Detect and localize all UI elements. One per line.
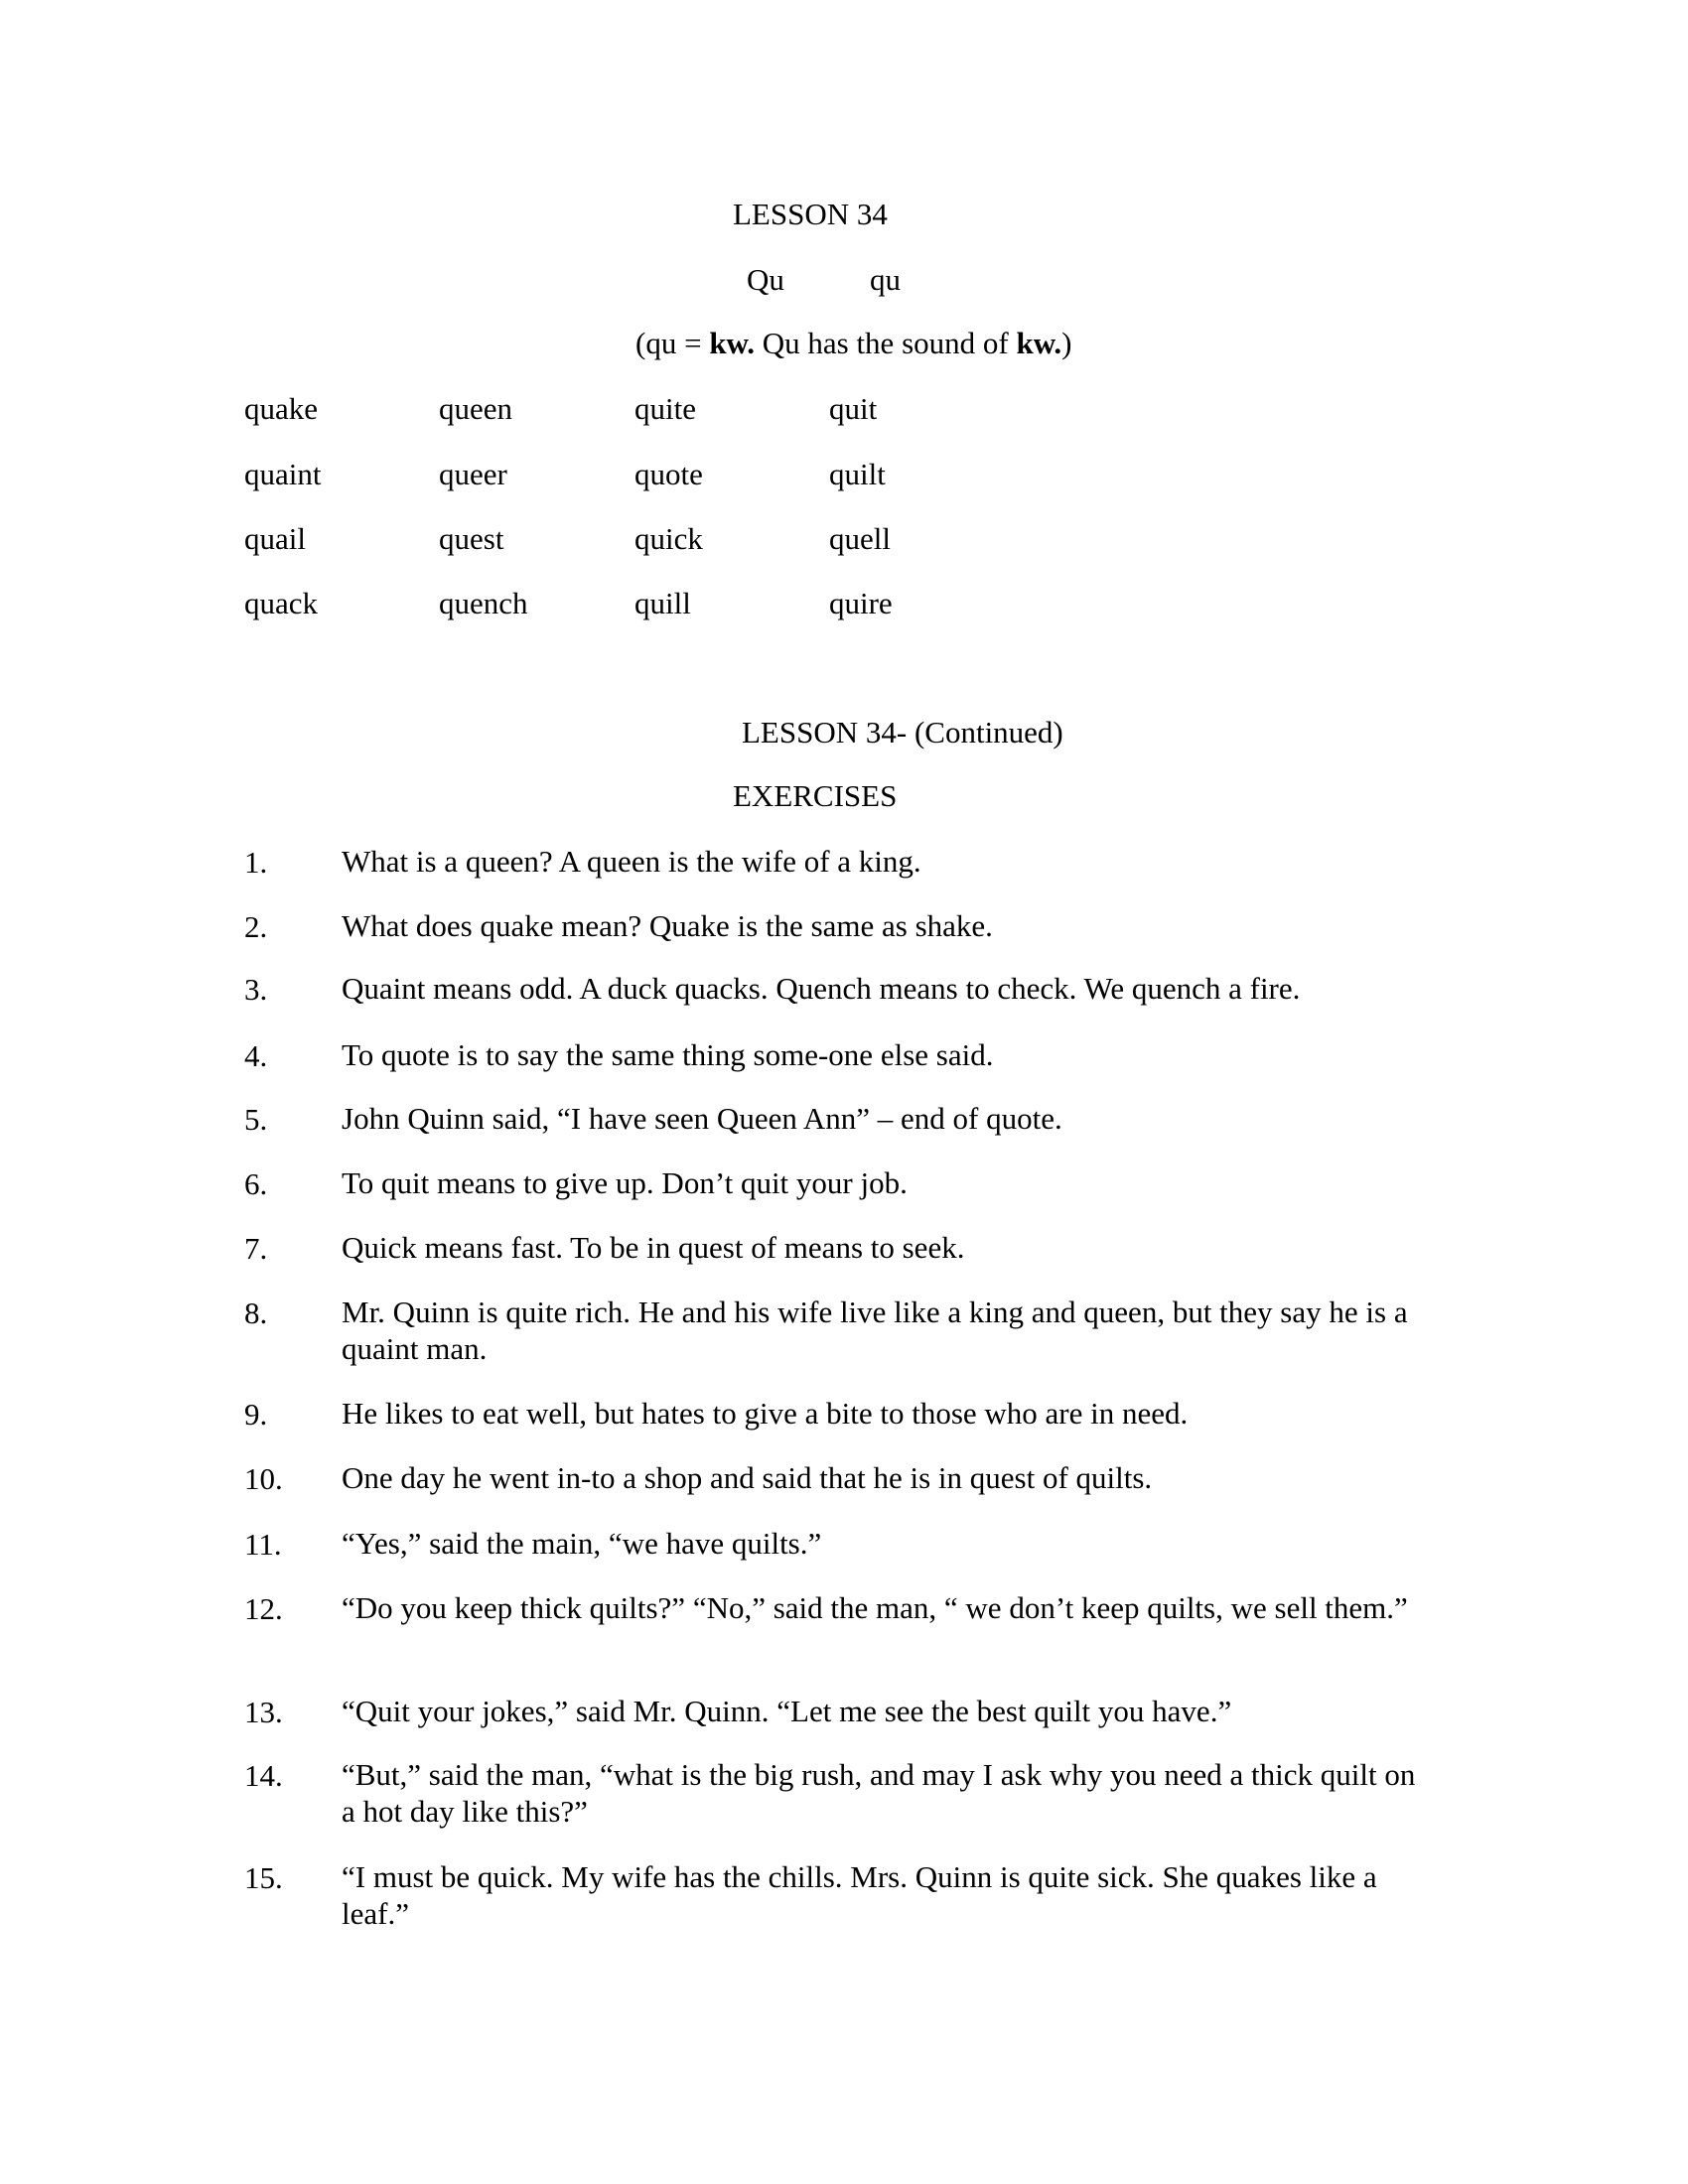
exercise-text: Quick means fast. To be in quest of means to seek. <box>342 1230 965 1265</box>
word: quit <box>829 391 878 426</box>
word: quack <box>244 586 319 620</box>
note-bold: kw. <box>709 326 755 360</box>
word: quell <box>829 521 891 556</box>
word: quill <box>634 586 691 620</box>
exercise-number: 2. <box>244 909 268 944</box>
exercise-text: John Quinn said, “I have seen Queen Ann” – end of quote. <box>342 1101 1062 1136</box>
exercise-number: 5. <box>244 1102 268 1137</box>
word: queen <box>439 391 513 426</box>
exercise-number: 10. <box>244 1461 283 1496</box>
exercise-text: What is a queen? A queen is the wife of a king. <box>342 844 921 879</box>
exercise-number: 11. <box>244 1527 282 1562</box>
word: quite <box>634 391 696 426</box>
letters-lower: qu <box>870 262 901 297</box>
exercise-text: What does quake mean? Quake is the same as shake. <box>342 908 993 943</box>
word: quilt <box>829 457 886 491</box>
note-text: ) <box>1061 326 1072 360</box>
exercise-number: 14. <box>244 1758 283 1793</box>
exercise-text: “Yes,” said the main, “we have quilts.” <box>342 1526 822 1561</box>
exercise-text: To quit means to give up. Don’t quit your job. <box>342 1165 908 1200</box>
continued-title: LESSON 34- (Continued) <box>742 715 1063 750</box>
word: quest <box>439 521 504 556</box>
exercise-number: 12. <box>244 1591 283 1626</box>
note-text: (qu = <box>635 326 710 360</box>
word: quire <box>829 586 893 620</box>
letters-upper: Qu <box>747 262 784 297</box>
exercise-number: 1. <box>244 845 268 880</box>
exercise-text: “Quit your jokes,” said Mr. Quinn. “Let me see the best quilt you have.” <box>342 1694 1232 1728</box>
note-bold: kw. <box>1016 326 1062 360</box>
exercise-number: 3. <box>244 972 268 1007</box>
word: quake <box>244 391 319 426</box>
exercise-text: Quaint means odd. A duck quacks. Quench means to check. We quench a fire. <box>342 971 1301 1006</box>
exercise-number: 13. <box>244 1695 283 1729</box>
word: queer <box>439 457 507 491</box>
exercise-text: He likes to eat well, but hates to give a bite to those who are in need. <box>342 1396 1189 1431</box>
exercises-heading: EXERCISES <box>733 778 898 813</box>
word: quail <box>244 521 306 556</box>
exercise-text: Mr. Quinn is quite rich. He and his wife live like a king and queen, but they say he is a quaint man. <box>342 1295 1408 1366</box>
exercise-text: To quote is to say the same thing some-one else said. <box>342 1037 994 1072</box>
lesson-title: LESSON 34 <box>733 197 888 231</box>
exercise-text: “Do you keep thick quilts?” “No,” said the man, “ we don’t keep quilts, we sell them.” <box>342 1590 1408 1625</box>
sound-note <box>635 328 1071 358</box>
exercise-text: “I must be quick. My wife has the chills. Mrs. Quinn is quite sick. She quakes like a leaf.” <box>342 1859 1377 1931</box>
exercise-number: 9. <box>244 1397 268 1432</box>
exercise-number: 8. <box>244 1296 268 1330</box>
word: quaint <box>244 457 322 491</box>
note-text: Qu has the sound of <box>754 326 1017 360</box>
exercise-number: 6. <box>244 1166 268 1201</box>
exercise-number: 15. <box>244 1860 283 1895</box>
exercise-text: One day he went in-to a shop and said that he is in quest of quilts. <box>342 1460 1153 1495</box>
word: quick <box>634 521 703 556</box>
exercise-number: 7. <box>244 1231 268 1266</box>
word: quote <box>634 457 703 491</box>
exercise-number: 4. <box>244 1038 268 1073</box>
word: quench <box>439 586 528 620</box>
exercise-text: “But,” said the man, “what is the big rush, and may I ask why you need a thick quilt on a hot day like this?” <box>342 1757 1416 1829</box>
